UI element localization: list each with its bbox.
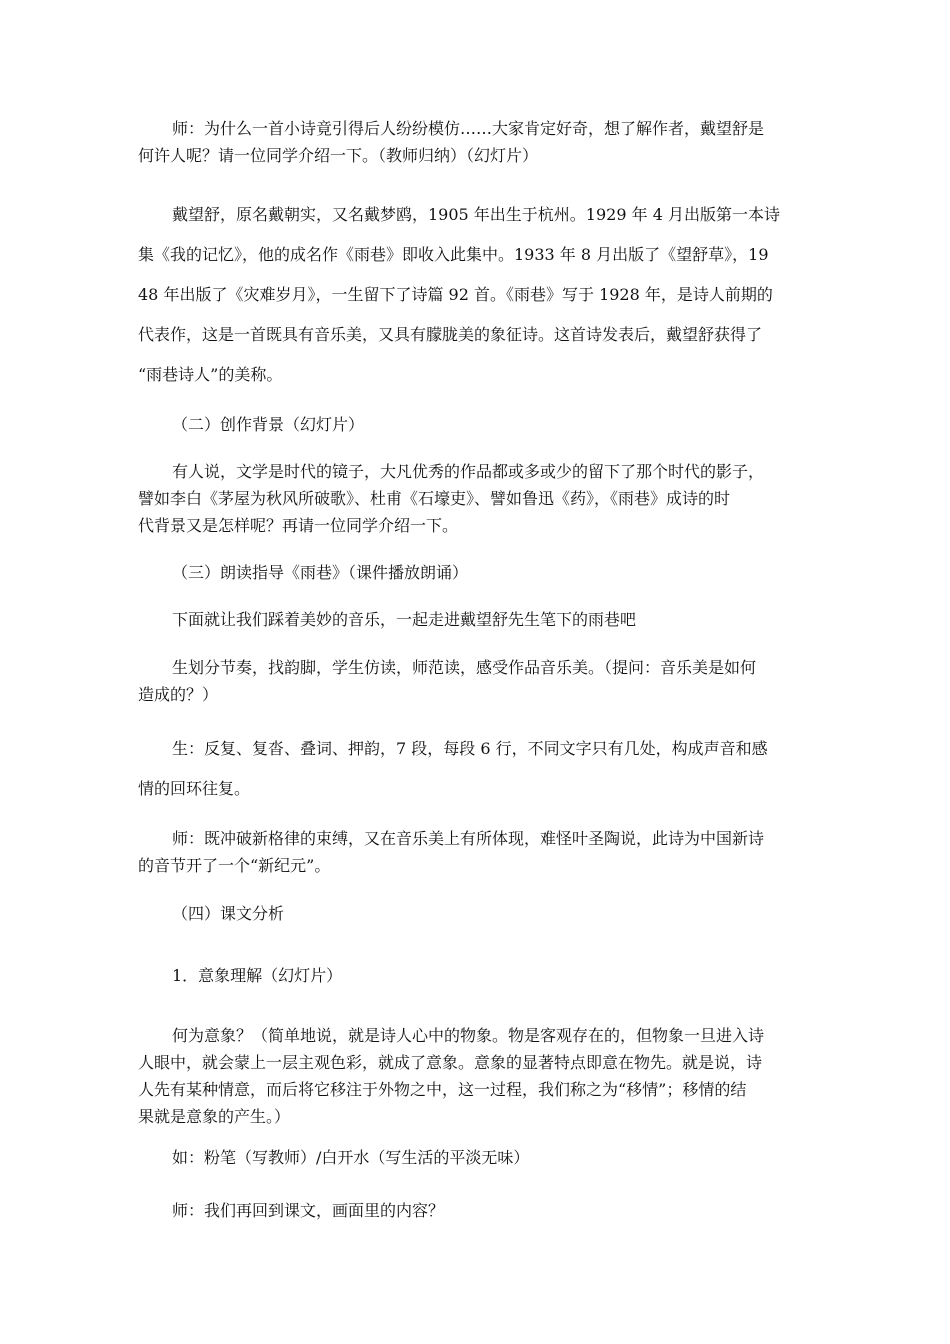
text-line: 譬如李白《茅屋为秋风所破歌》、杜甫《石壕吏》、譬如鲁迅《药》，《雨巷》成诗的时: [138, 489, 731, 508]
text-line: 生：反复、复沓、叠词、押韵，7 段，每段 6 行，不同文字只有几处，构成声音和感: [172, 739, 768, 758]
text-line: 果就是意象的产生。）: [138, 1107, 291, 1126]
heading-text: （四）课文分析: [172, 904, 285, 923]
text-line: 有人说，文学是时代的镜子，大凡优秀的作品都或多或少的留下了那个时代的影子，: [172, 462, 765, 481]
text-line: 师：既冲破新格律的束缚，又在音乐美上有所体现，难怪叶圣陶说，此诗为中国新诗: [172, 829, 765, 848]
text-line: 如：粉笔（写教师）/白开水（写生活的平淡无味）: [172, 1148, 530, 1167]
text-line: “雨巷诗人”的美称。: [138, 365, 283, 384]
text-line: 代背景又是怎样呢？再请一位同学介绍一下。: [138, 516, 459, 535]
text-line: 造成的？）: [138, 685, 219, 704]
section-heading-4: [138, 900, 814, 927]
text-line: 生划分节奏，找韵脚，学生仿读，师范读，感受作品音乐美。（提问：音乐美是如何: [172, 658, 757, 677]
text-line: 何许人呢？请一位同学介绍一下。（教师归纳）（幻灯片）: [138, 146, 539, 165]
text-line: 集《我的记忆》，他的成名作《雨巷》即收入此集中。1933 年 8 月出版了《望舒草》，19: [138, 245, 769, 264]
paragraph-teacher-comment: [138, 825, 814, 879]
section-heading-2: [138, 411, 814, 438]
text-line: 戴望舒，原名戴朝实，又名戴梦鸥，1905 年出生于杭州。1929 年 4 月出版第一本诗: [172, 205, 780, 224]
text-line: 的音节开了一个“新纪元”。: [138, 856, 331, 875]
text-line: 师：我们再回到课文，画面里的内容？: [172, 1201, 445, 1220]
paragraph-teacher-question: [138, 1197, 814, 1224]
paragraph-music-intro: [138, 606, 814, 633]
paragraph-student-answer: [138, 729, 814, 809]
heading-text: （三）朗读指导《雨巷》（课件播放朗诵）: [172, 563, 469, 582]
text-line: 代表作，这是一首既具有音乐美，又具有朦胧美的象征诗。这首诗发表后，戴望舒获得了: [138, 325, 763, 344]
text-line: 48 年出版了《灾难岁月》，一生留下了诗篇 92 首。《雨巷》写于 1928 年，是诗人前期的: [138, 285, 773, 304]
text-line: 人眼中，就会蒙上一层主观色彩，就成了意象。意象的显著特点即意在物先。就是说，诗: [138, 1053, 763, 1072]
text-line: 下面就让我们踩着美妙的音乐，一起走进戴望舒先生笔下的雨巷吧: [172, 610, 637, 629]
paragraph-author-bio: [138, 195, 814, 395]
paragraph-imagery-example: [138, 1144, 814, 1171]
subsection-heading-1: [138, 962, 814, 989]
paragraph-intro-teacher: [138, 115, 814, 169]
text-line: 师：为什么一首小诗竟引得后人纷纷模仿……大家肯定好奇，想了解作者，戴望舒是: [172, 119, 765, 138]
text-line: 人先有某种情意，而后将它移注于外物之中，这一过程，我们称之为“移情”；移情的结: [138, 1080, 747, 1099]
paragraph-imagery-definition: [138, 1022, 814, 1130]
section-heading-3: [138, 559, 814, 586]
text-line: 情的回环往复。: [138, 779, 251, 798]
paragraph-reading-steps: [138, 654, 814, 708]
text-line: 何为意象？（简单地说，就是诗人心中的物象。物是客观存在的，但物象一旦进入诗: [172, 1026, 765, 1045]
heading-text: （二）创作背景（幻灯片）: [172, 415, 365, 434]
paragraph-background: [138, 458, 814, 539]
heading-text: 1．意象理解（幻灯片）: [172, 966, 343, 985]
